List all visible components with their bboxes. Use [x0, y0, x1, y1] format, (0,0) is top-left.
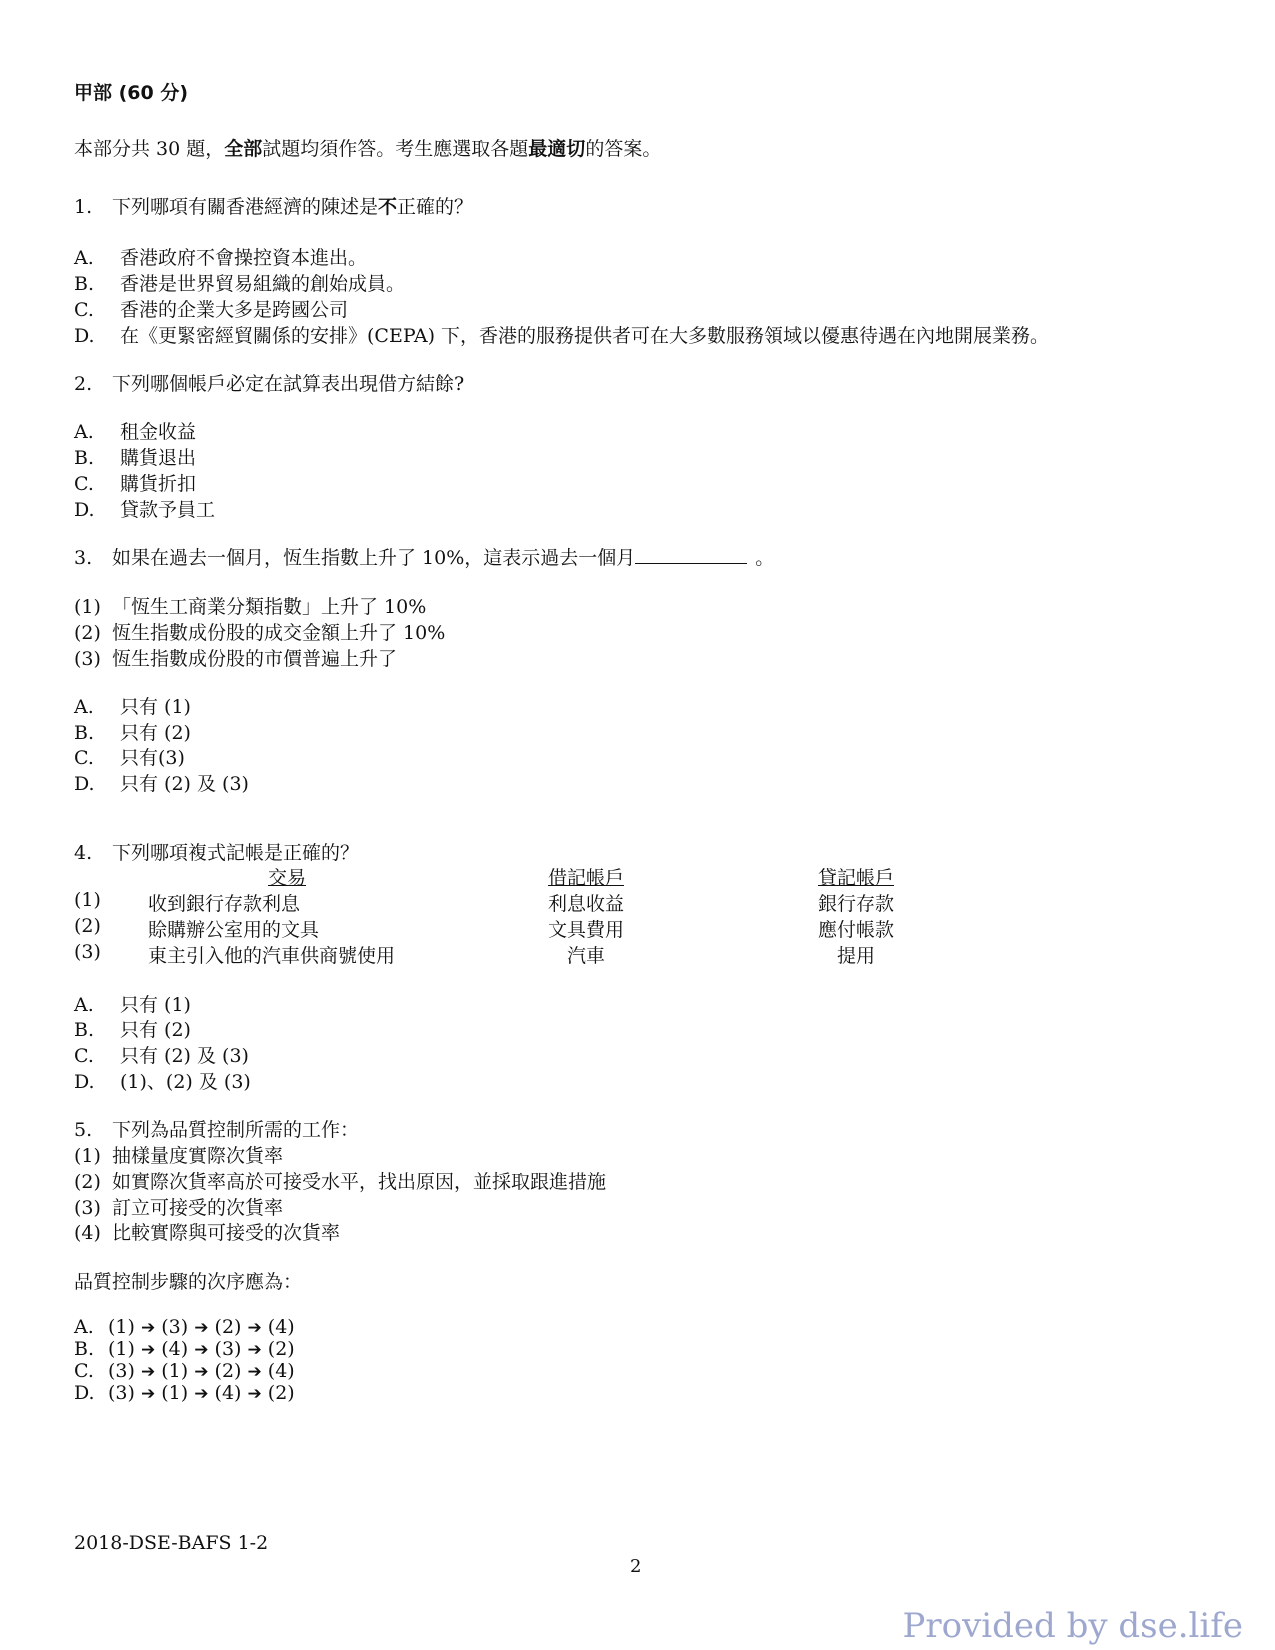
question-text: 下列為品質控制所需的工作： [112, 1119, 360, 1141]
option-letter: A. [74, 247, 94, 269]
intro-bold-all: 全部 [224, 138, 263, 160]
statement-1 [74, 592, 426, 619]
row-transaction: 東主引入他的汽車供商號使用 [148, 945, 396, 967]
option-letter: C. [74, 299, 94, 321]
page-number: 2 [630, 1556, 642, 1577]
step: (4) [161, 1338, 189, 1360]
question-2-stem [74, 369, 464, 396]
statement-text: 如實際次貨率高於可接受水平，找出原因，並採取跟進措施 [112, 1171, 607, 1193]
option-text: 貸款予員工 [120, 499, 216, 521]
option-text: 香港的企業大多是跨國公司 [120, 299, 349, 321]
arrow-icon: ➔ [194, 1340, 209, 1360]
option-a[interactable] [74, 692, 191, 719]
watermark: Provided by dse.life [902, 1606, 1243, 1646]
option-text: 香港政府不會操控資本進出。 [120, 247, 368, 269]
row-credit: 應付帳款 [818, 919, 895, 941]
statement-text: 恆生指數成份股的市價普遍上升了 [112, 648, 398, 670]
statement-2 [74, 618, 445, 645]
step: (2) [267, 1382, 295, 1404]
row-debit: 汽車 [567, 945, 606, 967]
row-number: (1) [74, 889, 101, 911]
option-text: 在《更緊密經貿關係的安排》(CEPA) 下，香港的服務提供者可在大多數服務領域以優惠待遇在內地開展業務。 [120, 325, 1050, 347]
option-text: 購貨退出 [120, 447, 197, 469]
step: (4) [267, 1316, 295, 1338]
arrow-icon: ➔ [247, 1362, 262, 1382]
option-c[interactable] [74, 743, 185, 770]
statement-text: 「恆生工商業分類指數」上升了 10% [112, 596, 427, 618]
statement-number: (1) [74, 596, 101, 618]
option-letter: B. [74, 722, 95, 744]
arrow-icon: ➔ [247, 1384, 262, 1404]
option-c[interactable] [74, 469, 196, 496]
step: (2) [214, 1360, 242, 1382]
row-transaction: 收到銀行存款利息 [148, 893, 301, 915]
question-number: 2. [74, 373, 93, 395]
option-text: 只有 (1) [120, 696, 191, 718]
option-b[interactable] [74, 1338, 295, 1360]
answer-blank [635, 545, 747, 564]
arrow-icon: ➔ [194, 1318, 209, 1338]
arrow-icon: ➔ [247, 1340, 262, 1360]
intro-bold-most: 最適切 [528, 138, 586, 160]
option-letter: B. [74, 447, 95, 469]
option-letter: C. [74, 473, 94, 495]
header-credit: 貸記帳戶 [818, 867, 895, 889]
option-d[interactable] [74, 321, 1049, 348]
statement-number: (3) [74, 648, 101, 670]
statement-text: 抽樣量度實際次貨率 [112, 1145, 284, 1167]
arrow-icon: ➔ [140, 1384, 156, 1404]
row-transaction: 賒購辦公室用的文具 [148, 919, 320, 941]
option-letter: D. [74, 499, 95, 521]
question-5-stem [74, 1115, 359, 1142]
option-letter: B. [74, 1019, 95, 1041]
question-1-stem [74, 192, 473, 219]
option-b[interactable] [74, 718, 191, 745]
row-debit: 利息收益 [548, 893, 625, 915]
step: (4) [267, 1360, 295, 1382]
intro-text-2: 試題均須作答。考生應選取各題 [262, 138, 529, 160]
question-number: 3. [74, 547, 93, 569]
statement-3 [74, 1193, 283, 1220]
option-a[interactable] [74, 243, 367, 270]
statement-2 [74, 1167, 606, 1194]
step: (3) [108, 1382, 135, 1404]
option-d[interactable] [74, 1382, 295, 1404]
step: (1) [161, 1382, 189, 1404]
option-text: 香港是世界貿易組織的創始成員。 [120, 273, 406, 295]
option-letter: D. [74, 773, 95, 795]
option-text: 購貨折扣 [120, 473, 197, 495]
option-b[interactable] [74, 1015, 191, 1042]
step: (3) [214, 1338, 242, 1360]
step: (2) [214, 1316, 242, 1338]
sequence-prompt: 品質控制步驟的次序應為： [74, 1271, 303, 1293]
option-letter: D. [74, 1071, 95, 1093]
intro-text-1: 本部分共 30 題， [74, 138, 225, 160]
option-letter: A. [74, 421, 94, 443]
option-text: 只有 (2) [120, 722, 191, 744]
option-letter: B. [74, 273, 95, 295]
option-b[interactable] [74, 269, 405, 296]
question-emphasis: 不 [378, 196, 398, 218]
step: (2) [267, 1338, 295, 1360]
intro-text-3: 的答案。 [585, 138, 662, 160]
option-letter: D. [74, 325, 95, 347]
step: (1) [108, 1338, 135, 1360]
option-c[interactable] [74, 1360, 295, 1382]
step: (1) [161, 1360, 189, 1382]
option-text: 只有 (1) [120, 994, 191, 1016]
option-letter: C. [74, 1045, 94, 1067]
option-letter: A. [74, 994, 94, 1016]
option-d[interactable] [74, 769, 249, 796]
row-number: (3) [74, 941, 101, 963]
statement-number: (2) [74, 622, 101, 644]
question-number: 1. [74, 196, 93, 218]
option-a[interactable] [74, 1316, 295, 1338]
question-text: 下列哪個帳戶必定在試算表出現借方結餘? [112, 373, 465, 395]
arrow-icon: ➔ [140, 1340, 156, 1360]
option-letter: A. [74, 1316, 94, 1338]
question-text-end: 正確的？ [397, 196, 474, 218]
option-text: (1)、(2) 及 (3) [120, 1071, 251, 1093]
statement-text: 恆生指數成份股的成交金額上升了 10% [112, 622, 446, 644]
arrow-icon: ➔ [140, 1318, 156, 1338]
option-d[interactable] [74, 495, 215, 522]
option-letter: B. [74, 1338, 95, 1360]
question-text: 如果在過去一個月，恆生指數上升了 10%，這表示過去一個月 [112, 547, 636, 569]
arrow-icon: ➔ [194, 1362, 209, 1382]
option-letter: C. [74, 1360, 94, 1382]
statement-number: (1) [74, 1145, 101, 1167]
option-a[interactable] [74, 417, 196, 444]
option-d[interactable] [74, 1067, 251, 1094]
step: (4) [214, 1382, 242, 1404]
option-text: 只有 (2) 及 (3) [120, 1045, 249, 1067]
row-credit: 提用 [837, 945, 876, 967]
statement-4 [74, 1218, 340, 1245]
statement-number: (3) [74, 1197, 101, 1219]
arrow-icon: ➔ [247, 1318, 262, 1338]
row-number: (2) [74, 915, 101, 937]
statement-number: (4) [74, 1222, 101, 1244]
question-text: 下列哪項有關香港經濟的陳述是 [112, 196, 379, 218]
statement-1 [74, 1141, 283, 1168]
option-letter: A. [74, 696, 94, 718]
statement-text: 訂立可接受的次貨率 [112, 1197, 284, 1219]
section-title: 甲部 (60 分) [74, 82, 189, 104]
question-number: 4. [74, 842, 93, 864]
step: (3) [161, 1316, 189, 1338]
step: (1) [108, 1316, 135, 1338]
question-number: 5. [74, 1119, 93, 1141]
header-debit: 借記帳戶 [548, 867, 625, 889]
header-transaction: 交易 [268, 867, 307, 889]
option-c[interactable] [74, 1041, 249, 1068]
question-3-stem [74, 543, 774, 570]
row-credit: 銀行存款 [818, 893, 895, 915]
option-letter: C. [74, 747, 94, 769]
question-text-end: 。 [755, 547, 775, 569]
option-c[interactable] [74, 295, 348, 322]
paper-code: 2018-DSE-BAFS 1-2 [74, 1532, 269, 1554]
question-4-stem [74, 838, 359, 865]
statement-3 [74, 644, 397, 671]
option-a[interactable] [74, 990, 191, 1017]
option-text: 只有 (2) 及 (3) [120, 773, 249, 795]
section-intro [74, 134, 661, 161]
arrow-icon: ➔ [194, 1384, 209, 1404]
step: (3) [108, 1360, 135, 1382]
arrow-icon: ➔ [140, 1362, 156, 1382]
statement-number: (2) [74, 1171, 101, 1193]
option-b[interactable] [74, 443, 196, 470]
row-debit: 文具費用 [548, 919, 625, 941]
option-text: 只有 (2) [120, 1019, 191, 1041]
option-text: 租金收益 [120, 421, 197, 443]
statement-text: 比較實際與可接受的次貨率 [112, 1222, 341, 1244]
option-letter: D. [74, 1382, 95, 1404]
option-text: 只有(3) [120, 747, 185, 769]
question-text: 下列哪項複式記帳是正確的？ [112, 842, 360, 864]
